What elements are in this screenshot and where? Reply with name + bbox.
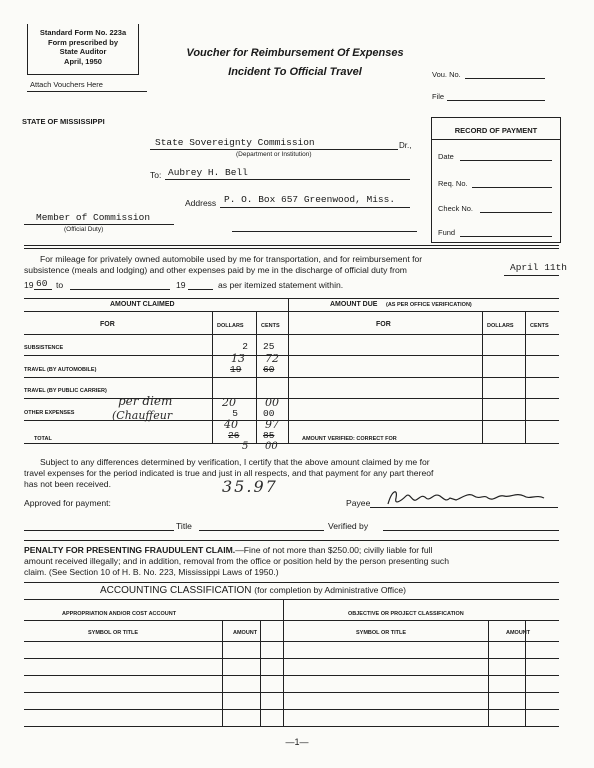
amount-due-sub: (AS PER OFFICE VERIFICATION) xyxy=(386,302,472,308)
record-of-payment-title: RECORD OF PAYMENT xyxy=(454,126,538,135)
to-value: Aubrey H. Bell xyxy=(168,167,248,178)
official-duty-value: Member of Commission xyxy=(36,212,151,223)
vou-label: Vou. No. xyxy=(432,70,461,79)
from-date-value: April 11th xyxy=(510,262,568,273)
row-automobile-label: TRAVEL (BY AUTOMOBILE) xyxy=(24,367,97,373)
address-label: Address xyxy=(185,198,217,208)
penalty-line-2: amount received illegally; and in addition, removal from the office or position held by the person presenting such xyxy=(24,556,450,566)
penalty-block xyxy=(24,545,564,578)
mileage-line-2: subsistence (meals and lodging) and other expenses paid by me in the discharge of official duty from xyxy=(24,265,407,275)
department-value: State Sovereignty Commission xyxy=(155,137,315,148)
other-note-typed: (Chauffeur xyxy=(112,409,173,422)
mileage-line-1: For mileage for privately owned automobile used by me for transportation, and for reimbursement for xyxy=(40,254,423,264)
objective-header: OBJECTIVE OR PROJECT CLASSIFICATION xyxy=(348,611,464,617)
penalty-heading: PENALTY FOR PRESENTING FRAUDULENT CLAIM. xyxy=(24,545,236,555)
subsistence-cents: 25 xyxy=(263,341,275,352)
year-prefix: 19 xyxy=(24,280,34,290)
penalty-line-1: —Fine of not more than $250.00; civilly liable for full xyxy=(235,545,433,555)
rop-check-label: Check No. xyxy=(438,204,474,213)
form-title xyxy=(160,44,430,82)
automobile-dollars-hand: 13 xyxy=(231,352,245,365)
accounting-subtitle: (for completion by Administrative Office) xyxy=(254,585,407,595)
col-dollars-right: DOLLARS xyxy=(487,323,514,329)
page-number: —1— xyxy=(285,737,309,747)
amount-due-header: AMOUNT DUE xyxy=(330,301,378,308)
title-line-2: Incident To Official Travel xyxy=(228,66,362,78)
automobile-cents-struck: 60 xyxy=(263,364,275,375)
handwritten-total: 35.97 xyxy=(222,477,278,496)
other-note-hand: per diem xyxy=(118,394,173,408)
amount-claimed-header: AMOUNT CLAIMED xyxy=(110,301,175,308)
col-cents-right: CENTS xyxy=(530,323,549,329)
dr-label: Dr., xyxy=(399,141,412,150)
form-auditor: State Auditor xyxy=(59,47,107,56)
accounting-title-text: ACCOUNTING CLASSIFICATION xyxy=(100,585,252,596)
other-cents-hand: 00 xyxy=(265,396,279,409)
official-duty-caption: (Official Duty) xyxy=(64,226,104,233)
to-text: to xyxy=(56,280,64,290)
total-extra-cents: 00 xyxy=(265,441,278,452)
record-of-payment-box xyxy=(431,117,561,243)
col-for-left: FOR xyxy=(100,321,115,328)
certify-line-3: has not been received. xyxy=(24,479,111,489)
other-cents: 00 xyxy=(263,408,275,419)
payee-label: Payee xyxy=(346,498,371,508)
accounting-title xyxy=(100,585,406,596)
mileage-tail: as per itemized statement within. xyxy=(218,280,344,290)
left-symbol-col: SYMBOL OR TITLE xyxy=(88,630,139,636)
right-symbol-col: SYMBOL OR TITLE xyxy=(356,630,407,636)
automobile-dollars-struck: 19 xyxy=(230,364,242,375)
total-dollars-struck: 26 xyxy=(228,430,240,441)
file-label: File xyxy=(432,92,445,101)
other-dollars-hand: 20 xyxy=(222,396,236,409)
form-date: April, 1950 xyxy=(64,56,102,66)
col-cents-left: CENTS xyxy=(261,323,280,329)
certify-line-1: Subject to any differences determined by verification, I certify that the above amount claimed by me for xyxy=(40,457,430,467)
form-number: Standard Form No. 223a xyxy=(39,28,127,37)
form-number-box xyxy=(27,24,139,75)
total-cents-hand: 97 xyxy=(265,418,279,431)
certify-line-2: travel expenses for the period indicated is true and just in all respects, and that payment for any part thereof xyxy=(24,468,434,478)
state-label: STATE OF MISSISSIPPI xyxy=(22,117,105,126)
left-amount-col: AMOUNT xyxy=(233,630,258,636)
penalty-line-3: claim. (See Section 10 of H. B. No. 223, Mississippi Laws of 1950.) xyxy=(24,567,279,577)
approved-label: Approved for payment: xyxy=(24,498,111,508)
form-prescribed: Form prescribed by xyxy=(47,37,119,47)
to-label: To: xyxy=(150,170,162,180)
year2-prefix: 19 xyxy=(176,280,186,290)
total-dollars-hand: 40 xyxy=(224,418,238,431)
col-for-right: FOR xyxy=(376,321,391,328)
row-subsistence-label: SUBSISTENCE xyxy=(24,345,64,351)
row-other-label: OTHER EXPENSES xyxy=(24,410,75,416)
col-dollars-left: DOLLARS xyxy=(217,323,244,329)
rop-fund-label: Fund xyxy=(438,228,456,237)
appropriation-header: APPROPRIATION AND/OR COST ACCOUNT xyxy=(62,611,177,617)
total-extra-dollars: 5 xyxy=(242,441,249,452)
other-dollars: 5 xyxy=(232,408,238,419)
year-value: 60 xyxy=(36,278,48,289)
row-public-carrier-label: TRAVEL (BY PUBLIC CARRIER) xyxy=(24,388,107,394)
attach-vouchers-text: Attach Vouchers Here xyxy=(30,80,103,89)
rop-date-label: Date xyxy=(438,152,454,161)
payee-signature xyxy=(384,486,554,508)
verified-by-label: Verified by xyxy=(328,521,369,531)
department-caption: (Department or Institution) xyxy=(236,151,312,158)
row-total-label: TOTAL xyxy=(34,436,52,442)
right-amount-col: AMOUNT xyxy=(506,630,531,636)
subsistence-dollars: 2 xyxy=(242,341,248,352)
rop-req-label: Req. No. xyxy=(438,179,468,188)
address-value: P. O. Box 657 Greenwood, Miss. xyxy=(224,194,396,205)
title-line-1: Voucher for Reimbursement Of Expenses xyxy=(186,47,404,59)
automobile-cents-hand: 72 xyxy=(265,352,279,365)
total-cents-struck: 85 xyxy=(263,430,275,441)
amount-verified-text: AMOUNT VERIFIED: CORRECT FOR xyxy=(302,436,397,442)
title-label: Title xyxy=(176,521,192,531)
